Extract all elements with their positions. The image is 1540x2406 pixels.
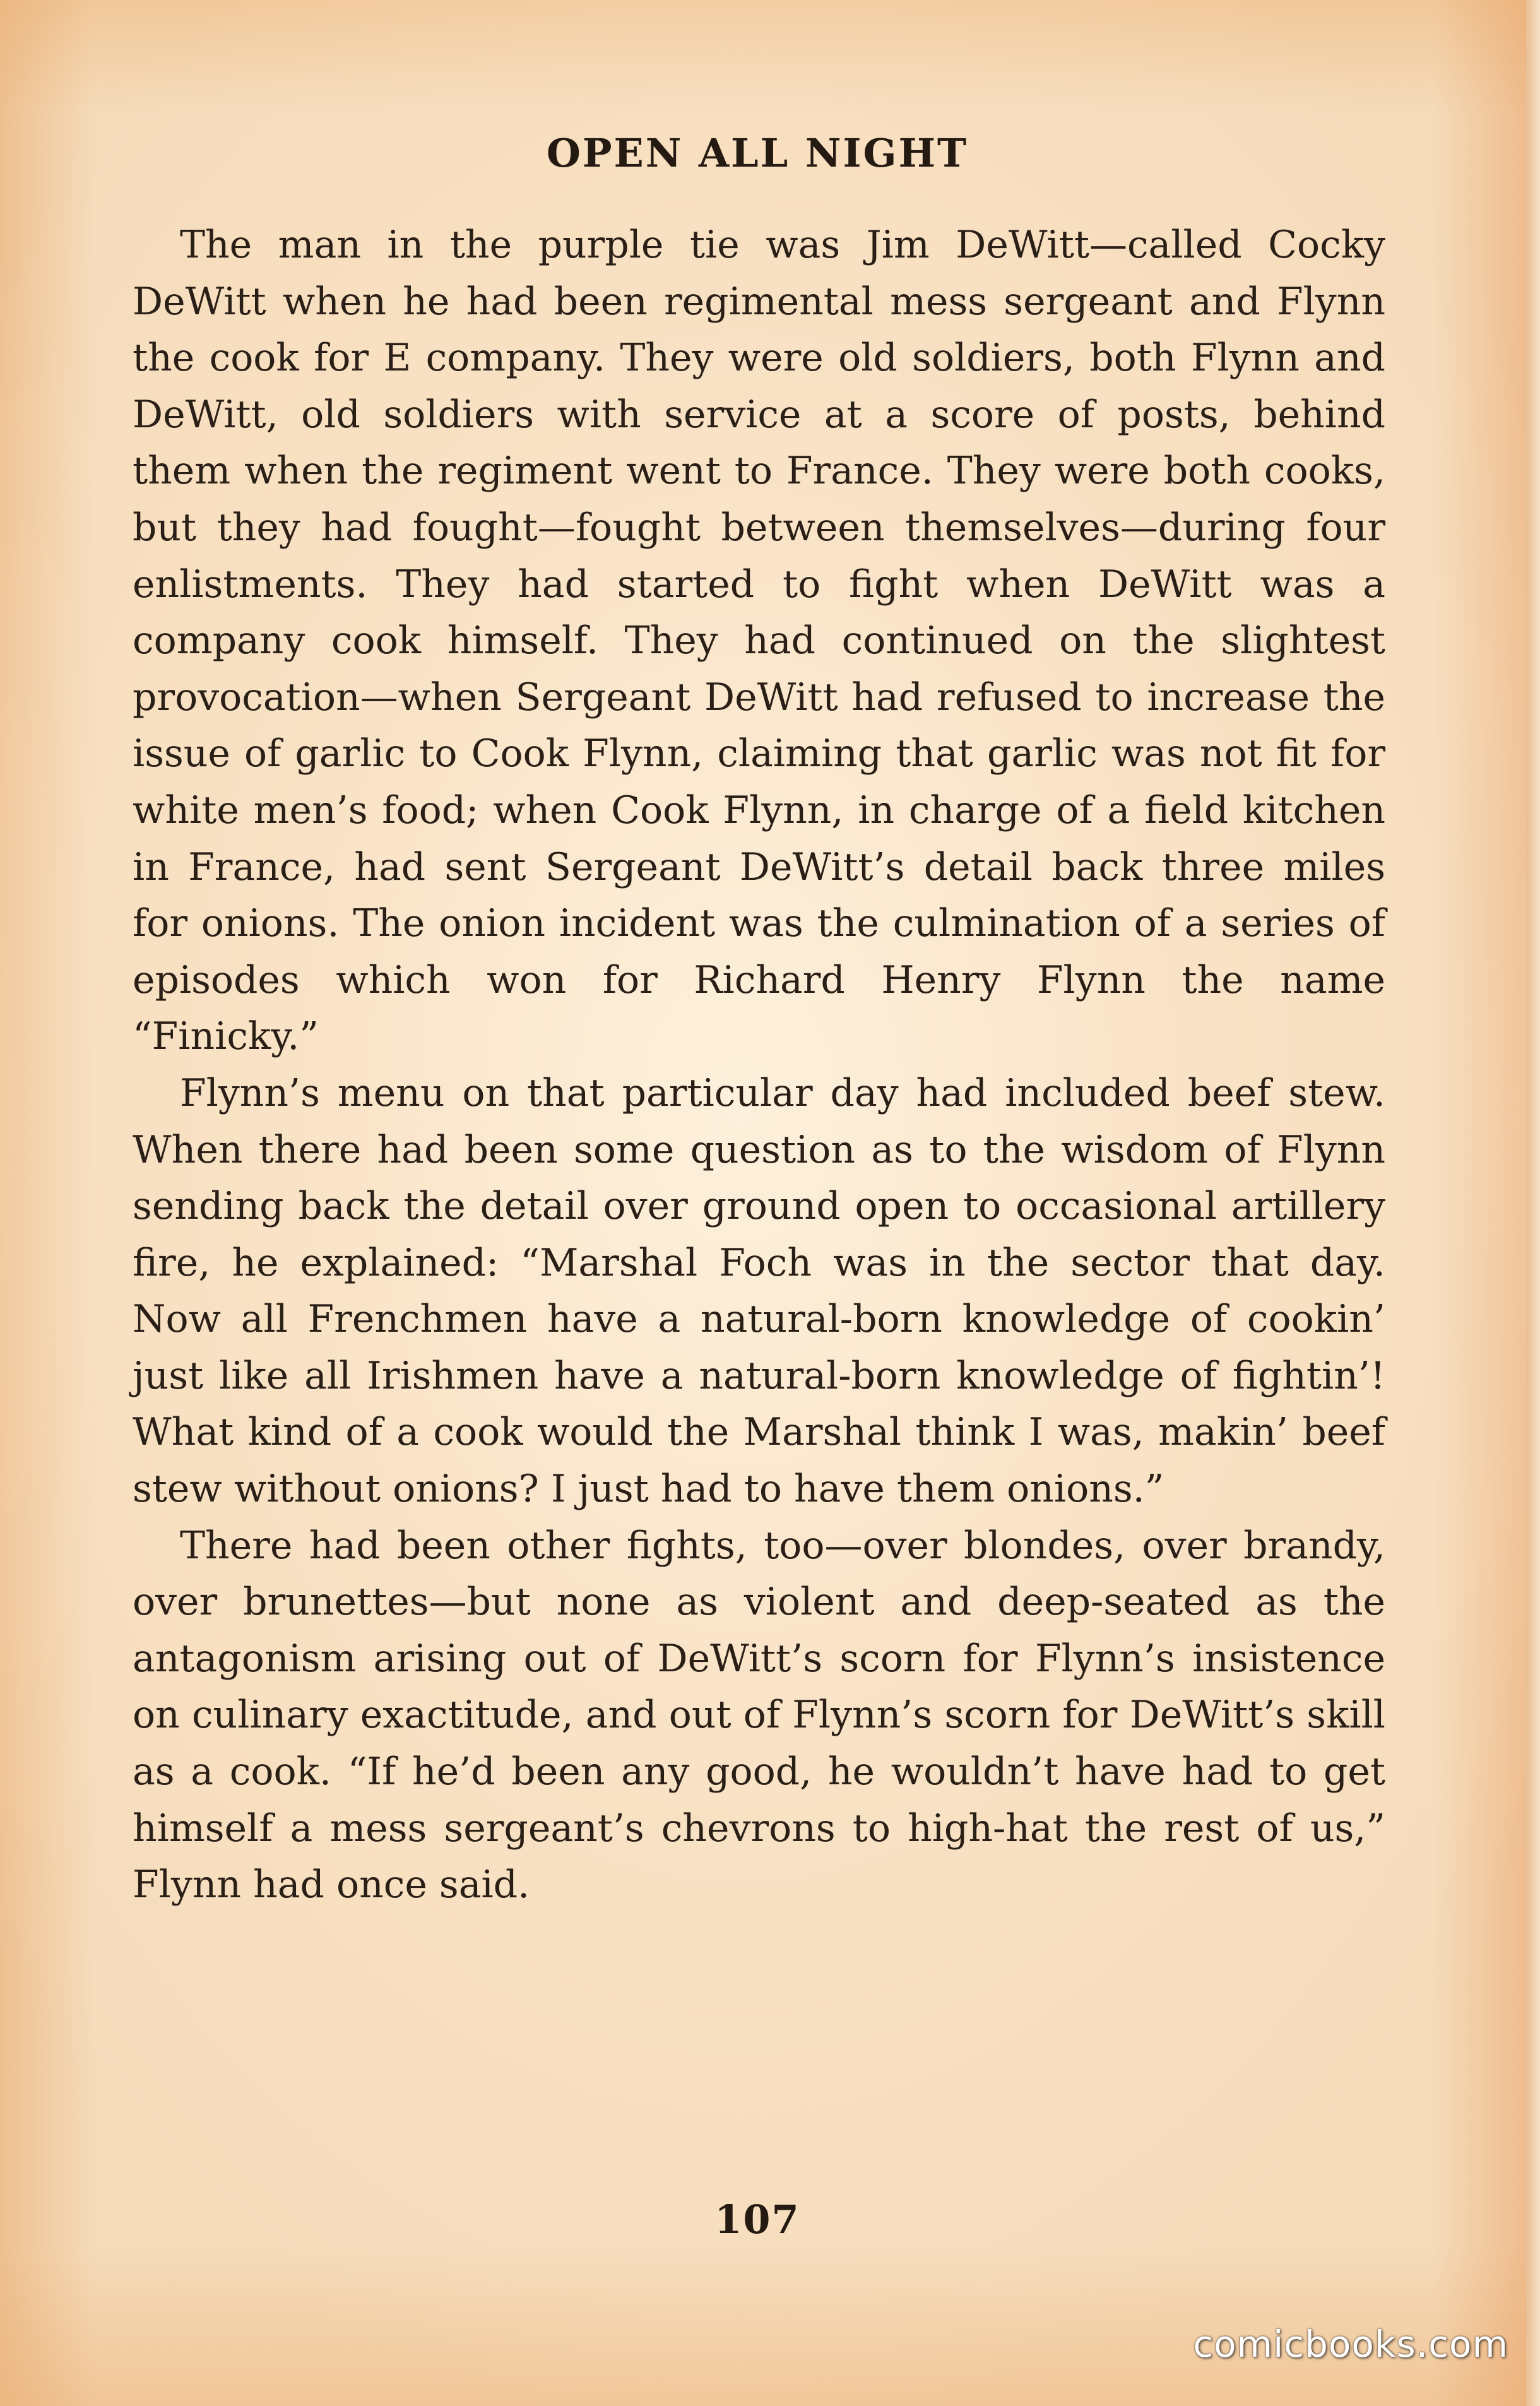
running-head: OPEN ALL NIGHT [546,130,969,176]
paragraph-3: There had been other fights, too—over blondes, over brandy, over brunettes—but none as violent and deep-seated as the antagonism arising out of DeWitt’s scorn for Flynn’s insistence on culinary exactitude, and out of Flynn’s scorn for DeWitt’s skill as a cook. “If he’d been any good, he wouldn’t have had to get himself a mess sergeant’s chevrons to high-hat the rest of us,” Flynn had once said. [133,1523,1385,1907]
page-edge [1526,0,1540,2406]
page-number: 107 [714,2196,800,2243]
paragraph-1: The man in the purple tie was Jim DeWitt—called Cocky DeWitt when he had been regimental mess sergeant and Flynn the cook for E company. They were old soldiers, both Flynn and DeWitt, old soldiers with service at a score of posts, behind them when the regiment went to France. They were both cooks, but they had fought—fought between themselves—during four enlistments. They had started to fight when DeWitt was a company cook himself. They had continued on the slightest provocation—when Sergeant DeWitt had refused to increase the issue of garlic to Cook Flynn, claiming that garlic was not fit for white men’s food; when Cook Flynn, in charge of a field kitchen in France, had sent Sergeant DeWitt’s detail back three miles for onions. The onion incident was the culmination of a series of episodes which won for Richard Henry Flynn the name “Finicky.” [133,223,1385,1059]
body-text [133,217,1385,1914]
paragraph-2: Flynn’s menu on that particular day had included beef stew. When there had been some question as to the wisdom of Flynn sending back the detail over ground open to occasional artillery fire, he explained: “Marshal Foch was in the sector that day. Now all Frenchmen have a natural-born knowledge of cookin’ just like all Irishmen have a natural-born knowledge of fightin’! What kind of a cook would the Marshal think I was, makin’ beef stew without onions? I just had to have them onions.” [133,1070,1385,1512]
watermark: comicbooks.com [1193,2323,1508,2366]
